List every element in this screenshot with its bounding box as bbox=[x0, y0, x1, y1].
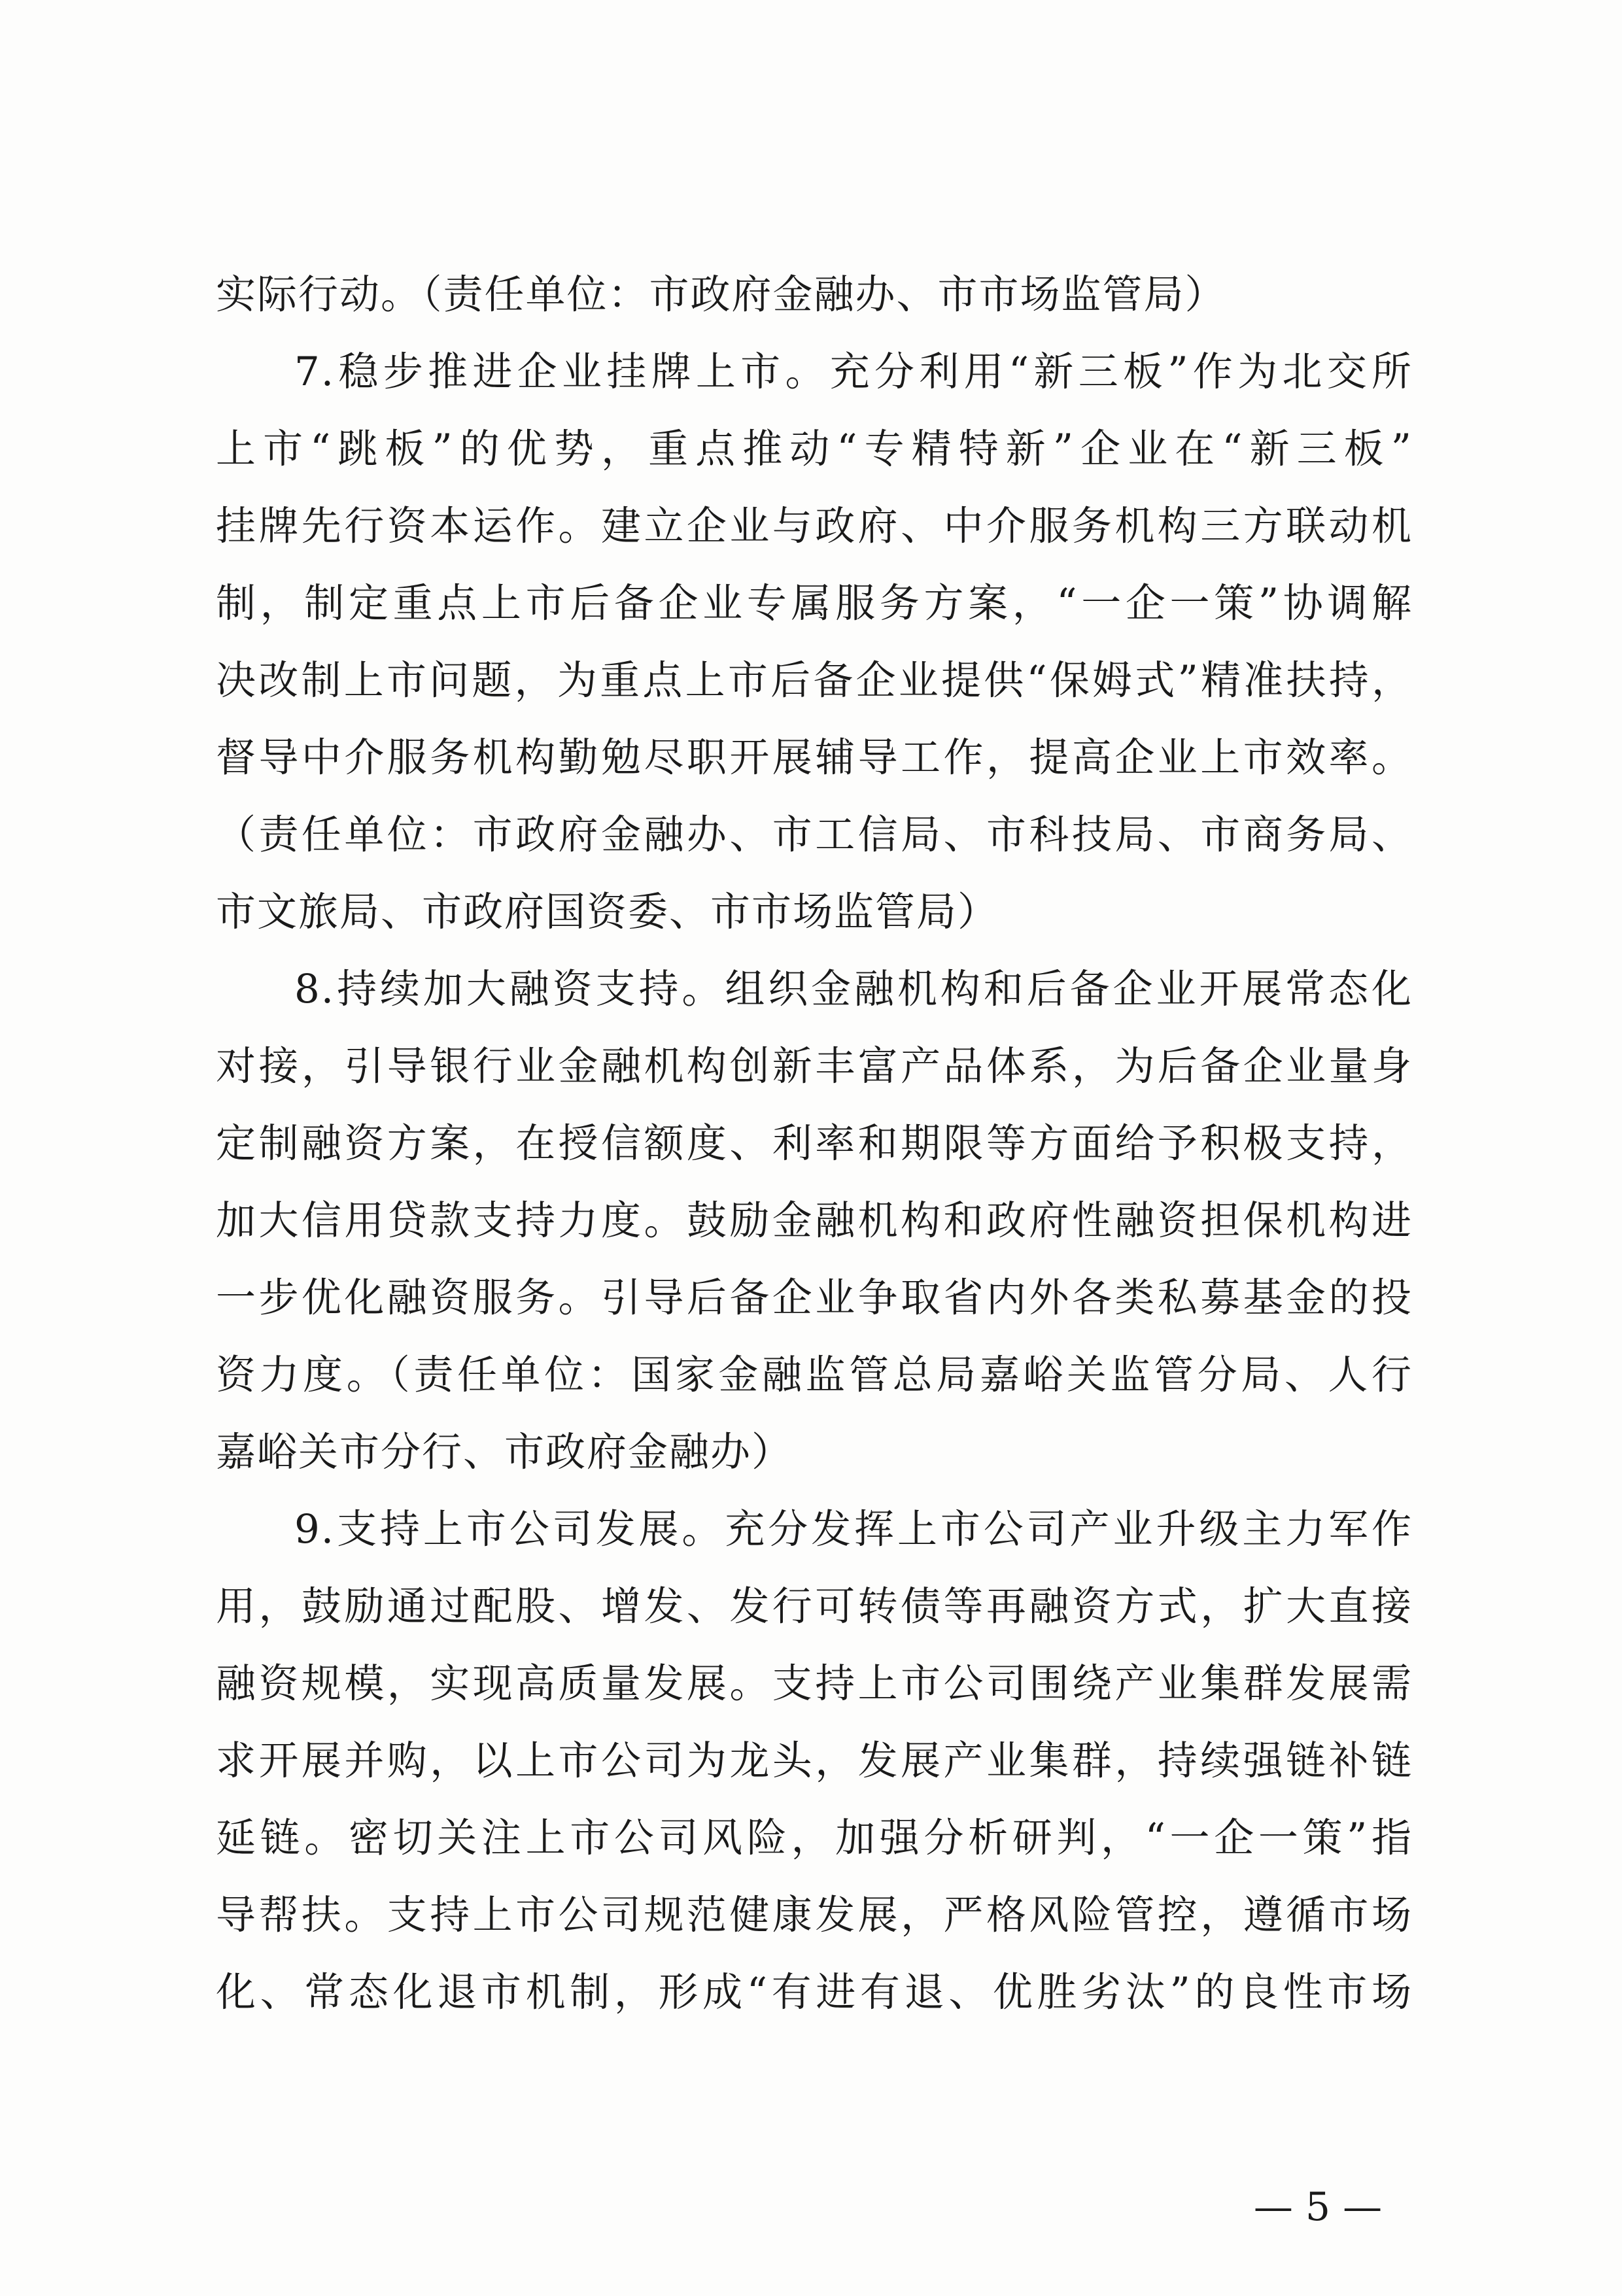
text-line: 挂牌先行资本运作。建立企业与政府、中介服务机构三方联动机 bbox=[216, 503, 1413, 549]
text-line: 实际行动。（责任单位：市政府金融办、市市场监管局） bbox=[216, 271, 1226, 318]
text-line: 求开展并购，以上市公司为龙头，发展产业集群，持续强链补链 bbox=[216, 1738, 1413, 1784]
text-line: （责任单位：市政府金融办、市工信局、市科技局、市商务局、 bbox=[216, 812, 1413, 858]
text-line: 上市“跳板”的优势，重点推动“专精特新”企业在“新三板” bbox=[216, 426, 1413, 472]
text-line: 定制融资方案，在授信额度、利率和期限等方面给予积极支持， bbox=[216, 1120, 1413, 1167]
text-line: 市文旅局、市政府国资委、市市场监管局） bbox=[216, 889, 999, 935]
paragraph-8-heading-line: 8.持续加大融资支持。组织金融机构和后备企业开展常态化 bbox=[294, 966, 1413, 1012]
paragraph-7-heading-line: 7.稳步推进企业挂牌上市。充分利用“新三板”作为北交所 bbox=[294, 349, 1413, 395]
text-line: 资力度。（责任单位：国家金融监管总局嘉峪关监管分局、人行 bbox=[216, 1352, 1413, 1398]
text-line: 督导中介服务机构勤勉尽职开展辅导工作，提高企业上市效率。 bbox=[216, 734, 1413, 781]
text-line: 嘉峪关市分行、市政府金融办） bbox=[216, 1429, 793, 1475]
text-line: 制，制定重点上市后备企业专属服务方案，“一企一策”协调解 bbox=[216, 580, 1413, 626]
text-line: 延链。密切关注上市公司风险，加强分析研判，“一企一策”指 bbox=[216, 1815, 1413, 1861]
text-line: 导帮扶。支持上市公司规范健康发展，严格风险管控，遵循市场 bbox=[216, 1892, 1413, 1938]
text-line: 融资规模，实现高质量发展。支持上市公司围绕产业集群发展需 bbox=[216, 1660, 1413, 1707]
text-line: 决改制上市问题，为重点上市后备企业提供“保姆式”精准扶持， bbox=[216, 657, 1413, 704]
text-line: 化、常态化退市机制，形成“有进有退、优胜劣汰”的良性市场 bbox=[216, 1969, 1413, 2015]
document-body bbox=[216, 256, 1413, 2031]
text-line: 加大信用贷款支持力度。鼓励金融机构和政府性融资担保机构进 bbox=[216, 1197, 1413, 1244]
paragraph-9-heading-line: 9.支持上市公司发展。充分发挥上市公司产业升级主力军作 bbox=[294, 1506, 1413, 1552]
page-number: — 5 — bbox=[1253, 2184, 1383, 2230]
text-line: 用，鼓励通过配股、增发、发行可转债等再融资方式，扩大直接 bbox=[216, 1583, 1413, 1630]
text-line: 对接，引导银行业金融机构创新丰富产品体系，为后备企业量身 bbox=[216, 1043, 1413, 1089]
text-line: 一步优化融资服务。引导后备企业争取省内外各类私募基金的投 bbox=[216, 1275, 1413, 1321]
